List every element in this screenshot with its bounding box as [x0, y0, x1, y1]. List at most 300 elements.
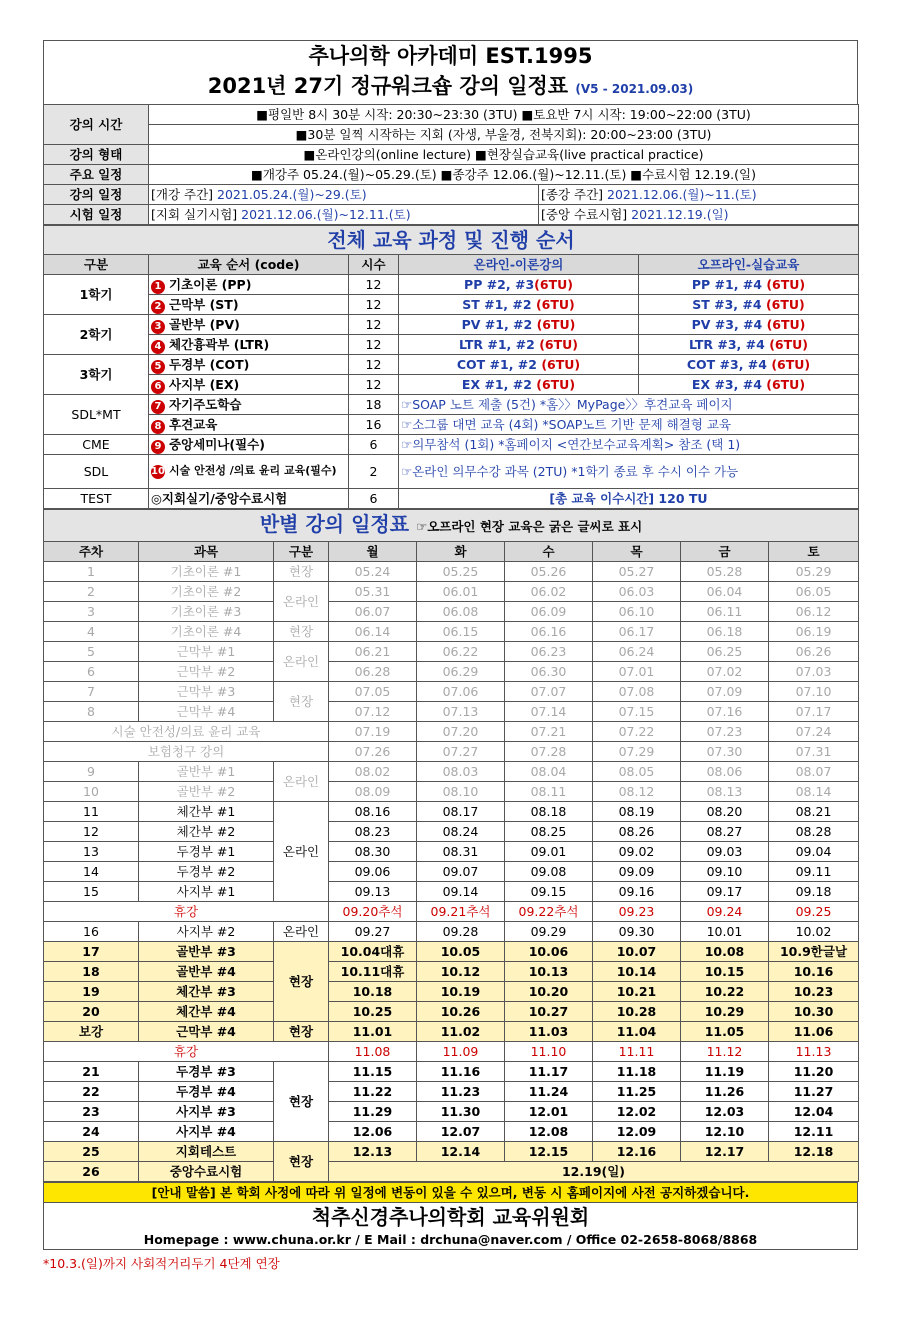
- weekly-date: 10.21: [593, 982, 681, 1002]
- weekly-row: [44, 802, 859, 822]
- detail-text: (6TU): [766, 317, 806, 332]
- weekly-date: 07.16: [681, 702, 769, 722]
- weekly-row: [44, 1142, 859, 1162]
- weekly-date: 08.28: [769, 822, 859, 842]
- weekly-date: 11.06: [769, 1022, 859, 1042]
- weekly-date: 05.25: [417, 562, 505, 582]
- weekly-row: [44, 642, 859, 662]
- course-row: [44, 355, 859, 375]
- week-number: 22: [44, 1082, 139, 1102]
- weekly-date: 07.29: [593, 742, 681, 762]
- weekly-subject: 두경부 #3: [139, 1062, 274, 1082]
- weekly-date: 07.21: [505, 722, 593, 742]
- weekly-date: 09.08: [505, 862, 593, 882]
- weekly-date: 06.28: [329, 662, 417, 682]
- weekly-subject: 중앙수료시험: [139, 1162, 274, 1182]
- weekly-date: 11.23: [417, 1082, 505, 1102]
- course-group: SDL: [44, 455, 149, 489]
- weekly-header: 주차: [44, 542, 139, 562]
- course-name: [149, 355, 349, 375]
- weekly-date: 08.12: [593, 782, 681, 802]
- contact-line: Homepage : www.chuna.or.kr / E Mail : drchuna@naver.com / Office 02-2658-8068/8868: [43, 1231, 858, 1250]
- weekly-date: 11.22: [329, 1082, 417, 1102]
- weekly-date: 08.07: [769, 762, 859, 782]
- weekly-date: 11.03: [505, 1022, 593, 1042]
- week-number: 17: [44, 942, 139, 962]
- course-detail: [399, 355, 639, 375]
- weekly-date: 06.03: [593, 582, 681, 602]
- course-detail: [399, 315, 639, 335]
- weekly-row: [44, 602, 859, 622]
- weekly-date: 12.16: [593, 1142, 681, 1162]
- weekly-date: 08.10: [417, 782, 505, 802]
- step-number-badge: 1: [151, 280, 165, 294]
- weekly-date: 10.25: [329, 1002, 417, 1022]
- weekly-subject: 기초이론 #3: [139, 602, 274, 622]
- form-label: 강의 형태: [44, 145, 149, 165]
- course-header: 오프라인-실습교육: [639, 255, 859, 275]
- weekly-date: 05.29: [769, 562, 859, 582]
- weekly-date: 06.10: [593, 602, 681, 622]
- weekly-subject: 휴강: [44, 1042, 329, 1062]
- weekly-type: 현장: [274, 562, 329, 582]
- weekly-row: [44, 922, 859, 942]
- weekly-date: 10.07: [593, 942, 681, 962]
- weekly-date: 11.17: [505, 1062, 593, 1082]
- course-row: [44, 435, 859, 455]
- weekly-row: [44, 622, 859, 642]
- weekly-table: [43, 509, 859, 1182]
- detail-text: (6TU): [765, 297, 805, 312]
- week-number: 20: [44, 1002, 139, 1022]
- weekly-date: 05.26: [505, 562, 593, 582]
- sched-left: [개강 주간] 2021.05.24.(월)~29.(토): [149, 185, 539, 205]
- weekly-date: 11.02: [417, 1022, 505, 1042]
- step-number-badge: 7: [151, 400, 165, 414]
- weekly-date: 08.27: [681, 822, 769, 842]
- weekly-row: [44, 742, 859, 762]
- course-group: 2학기: [44, 315, 149, 355]
- week-number: 2: [44, 582, 139, 602]
- weekly-date: 07.27: [417, 742, 505, 762]
- detail-text: (6TU): [771, 357, 811, 372]
- weekly-date: 09.15: [505, 882, 593, 902]
- weekly-subject: 사지부 #3: [139, 1102, 274, 1122]
- course-name-text: 기초이론 (PP): [169, 276, 252, 292]
- step-number-badge: 3: [151, 320, 165, 334]
- course-row: [44, 315, 859, 335]
- weekly-date: 12.17: [681, 1142, 769, 1162]
- weekly-date: 10.14: [593, 962, 681, 982]
- weekly-row: [44, 682, 859, 702]
- weekly-type: 현장: [274, 1062, 329, 1142]
- detail-text: ST #3, #4: [692, 297, 766, 312]
- weekly-subject: 근막부 #4: [139, 702, 274, 722]
- weekly-row: [44, 762, 859, 782]
- weekly-row: [44, 582, 859, 602]
- weekly-date: 11.29: [329, 1102, 417, 1122]
- weekly-date: 09.30: [593, 922, 681, 942]
- weekly-date: 08.24: [417, 822, 505, 842]
- weekly-subject: 체간부 #1: [139, 802, 274, 822]
- weekly-subject: 시술 안전성/의료 윤리 교육: [44, 722, 329, 742]
- course-detail: [399, 295, 639, 315]
- weekly-date: 09.20추석: [329, 902, 417, 922]
- detail-text: PP #2, #3: [464, 277, 535, 292]
- weekly-date: 07.09: [681, 682, 769, 702]
- weekly-date: 09.02: [593, 842, 681, 862]
- course-header: 시수: [349, 255, 399, 275]
- schedule-document: [43, 40, 858, 1272]
- weekly-date: 10.05: [417, 942, 505, 962]
- weekly-date: 10.30: [769, 1002, 859, 1022]
- weekly-header: 목: [593, 542, 681, 562]
- weekly-date: 09.07: [417, 862, 505, 882]
- detail-text: (6TU): [541, 357, 581, 372]
- course-hours: 18: [349, 395, 399, 415]
- weekly-date: 08.23: [329, 822, 417, 842]
- weekly-date: 06.05: [769, 582, 859, 602]
- weekly-row: [44, 1122, 859, 1142]
- weekly-date: 11.30: [417, 1102, 505, 1122]
- course-hours: 12: [349, 355, 399, 375]
- weekly-subject: 골반부 #1: [139, 762, 274, 782]
- week-number: 8: [44, 702, 139, 722]
- course-group: TEST: [44, 489, 149, 509]
- time-line1: ■평일반 8시 30분 시작: 20:30~23:30 (3TU) ■토요반 7시 시작: 19:00~22:00 (3TU): [149, 105, 859, 125]
- weekly-date: 09.27: [329, 922, 417, 942]
- weekly-date: 12.13: [329, 1142, 417, 1162]
- step-number-badge: 10: [151, 465, 165, 477]
- course-hours: 16: [349, 415, 399, 435]
- week-number: 5: [44, 642, 139, 662]
- document-header: [43, 40, 858, 104]
- weekly-date: 07.14: [505, 702, 593, 722]
- detail-text: PP #1, #4: [691, 277, 767, 292]
- weekly-subject: 사지부 #4: [139, 1122, 274, 1142]
- weekly-date: 10.29: [681, 1002, 769, 1022]
- weekly-type: 온라인: [274, 922, 329, 942]
- course-name-text: 후견교육: [169, 416, 218, 432]
- weekly-date: 09.17: [681, 882, 769, 902]
- weekly-date: 08.02: [329, 762, 417, 782]
- weekly-date: 11.19: [681, 1062, 769, 1082]
- weekly-subject: 골반부 #3: [139, 942, 274, 962]
- weekly-date: 07.23: [681, 722, 769, 742]
- weekly-date: 07.05: [329, 682, 417, 702]
- course-hours: 6: [349, 489, 399, 509]
- weekly-date: 07.22: [593, 722, 681, 742]
- version-label: (V5 - 2021.09.03): [575, 82, 694, 96]
- weekly-date: 06.21: [329, 642, 417, 662]
- weekly-date: 09.28: [417, 922, 505, 942]
- weekly-date: 10.28: [593, 1002, 681, 1022]
- detail-text: (6TU): [769, 337, 808, 352]
- weekly-date: 07.06: [417, 682, 505, 702]
- weekly-date: 09.24: [681, 902, 769, 922]
- weekly-header: 금: [681, 542, 769, 562]
- course-group: SDL*MT: [44, 395, 149, 435]
- weekly-date: 07.01: [593, 662, 681, 682]
- course-detail: [639, 295, 859, 315]
- weekly-date: 06.30: [505, 662, 593, 682]
- weekly-date: 12.10: [681, 1122, 769, 1142]
- form-value: ■온라인강의(online lecture) ■현장실습교육(live practical practice): [149, 145, 859, 165]
- weekly-date: 11.11: [593, 1042, 681, 1062]
- weekly-date: 11.13: [769, 1042, 859, 1062]
- course-note: [총 교육 이수시간] 120 TU: [399, 489, 859, 509]
- weekly-date: 09.09: [593, 862, 681, 882]
- main-value: ■개강주 05.24.(월)~05.29.(토) ■종강주 12.06.(월)~12.11.(토) ■수료시험 12.19.(일): [149, 165, 859, 185]
- weekly-date: 09.06: [329, 862, 417, 882]
- detail-text: (6TU): [534, 277, 573, 292]
- weekly-date: 07.24: [769, 722, 859, 742]
- weekly-subject: 근막부 #4: [139, 1022, 274, 1042]
- week-number: 23: [44, 1102, 139, 1122]
- weekly-row: [44, 822, 859, 842]
- weekly-date: 09.01: [505, 842, 593, 862]
- weekly-row: [44, 962, 859, 982]
- step-number-badge: 9: [151, 440, 165, 454]
- weekly-row: [44, 562, 859, 582]
- weekly-subject: 두경부 #4: [139, 1082, 274, 1102]
- weekly-date: 12.19(일): [329, 1162, 859, 1182]
- weekly-date: 10.18: [329, 982, 417, 1002]
- weekly-row: [44, 902, 859, 922]
- weekly-subject: 사지부 #1: [139, 882, 274, 902]
- weekly-date: 11.16: [417, 1062, 505, 1082]
- weekly-date: 05.31: [329, 582, 417, 602]
- week-number: 6: [44, 662, 139, 682]
- step-number-badge: 2: [151, 300, 165, 314]
- weekly-date: 08.09: [329, 782, 417, 802]
- detail-text: (6TU): [536, 317, 576, 332]
- weekly-date: 12.11: [769, 1122, 859, 1142]
- weekly-date: 10.16: [769, 962, 859, 982]
- weekly-date: 09.22추석: [505, 902, 593, 922]
- week-number: 12: [44, 822, 139, 842]
- weekly-date: 07.28: [505, 742, 593, 762]
- weekly-date: 12.06: [329, 1122, 417, 1142]
- course-name: [149, 315, 349, 335]
- weekly-date: 11.05: [681, 1022, 769, 1042]
- org-name: 척추신경추나의학회 교육위원회: [43, 1203, 858, 1231]
- course-detail: [639, 275, 859, 295]
- weekly-subject: 두경부 #2: [139, 862, 274, 882]
- weekly-subject: 기초이론 #2: [139, 582, 274, 602]
- week-number: 10: [44, 782, 139, 802]
- weekly-row: [44, 1022, 859, 1042]
- weekly-row: [44, 942, 859, 962]
- course-name: [149, 295, 349, 315]
- week-number: 4: [44, 622, 139, 642]
- weekly-type: 현장: [274, 1142, 329, 1182]
- course-header: 구분: [44, 255, 149, 275]
- weekly-date: 07.12: [329, 702, 417, 722]
- weekly-date: 12.02: [593, 1102, 681, 1122]
- detail-text: ST #1, #2: [462, 297, 536, 312]
- weekly-row: [44, 1042, 859, 1062]
- weekly-row: [44, 1062, 859, 1082]
- sched-right: [종강 주간] 2021.12.06.(월)~11.(토): [539, 185, 859, 205]
- weekly-date: 06.12: [769, 602, 859, 622]
- course-row: [44, 275, 859, 295]
- detail-text: COT #1, #2: [456, 357, 542, 372]
- weekly-date: 09.03: [681, 842, 769, 862]
- sched-label: 강의 일정: [44, 185, 149, 205]
- week-number: 19: [44, 982, 139, 1002]
- weekly-row: [44, 1082, 859, 1102]
- course-name: [149, 489, 349, 509]
- weekly-date: 09.25: [769, 902, 859, 922]
- weekly-date: 06.11: [681, 602, 769, 622]
- weekly-subject: 근막부 #1: [139, 642, 274, 662]
- weekly-date: 11.04: [593, 1022, 681, 1042]
- course-note: ☞온라인 의무수강 과목 (2TU) *1학기 종료 후 수시 이수 가능: [399, 455, 859, 489]
- weekly-type: 현장: [274, 682, 329, 722]
- detail-text: EX #1, #2: [461, 377, 537, 392]
- weekly-date: 08.18: [505, 802, 593, 822]
- week-number: 16: [44, 922, 139, 942]
- course-note: ☞소그룹 대면 교육 (4회) *SOAP노트 기반 문제 해결형 교육: [399, 415, 859, 435]
- weekly-date: 06.23: [505, 642, 593, 662]
- weekly-date: 06.14: [329, 622, 417, 642]
- schedule-title-text: 2021년 27기 정규워크숍 강의 일정표: [207, 74, 569, 98]
- weekly-header: 월: [329, 542, 417, 562]
- course-name-text: 두경부 (COT): [169, 356, 250, 372]
- weekly-date: 10.04대휴: [329, 942, 417, 962]
- weekly-date: 06.04: [681, 582, 769, 602]
- week-number: 보강: [44, 1022, 139, 1042]
- weekly-date: 09.21추석: [417, 902, 505, 922]
- weekly-date: 06.15: [417, 622, 505, 642]
- weekly-date: 06.01: [417, 582, 505, 602]
- course-name-text: 자기주도학습: [169, 396, 242, 412]
- weekly-date: 06.07: [329, 602, 417, 622]
- weekly-row: [44, 982, 859, 1002]
- weekly-date: 08.30: [329, 842, 417, 862]
- weekly-date: 09.04: [769, 842, 859, 862]
- weekly-date: 06.19: [769, 622, 859, 642]
- week-number: 9: [44, 762, 139, 782]
- weekly-date: 08.26: [593, 822, 681, 842]
- weekly-date: 12.01: [505, 1102, 593, 1122]
- weekly-date: 11.24: [505, 1082, 593, 1102]
- weekly-date: 06.18: [681, 622, 769, 642]
- weekly-type: 온라인: [274, 802, 329, 902]
- weekly-subject: 근막부 #3: [139, 682, 274, 702]
- weekly-date: 07.20: [417, 722, 505, 742]
- week-number: 11: [44, 802, 139, 822]
- course-title: 전체 교육 과정 및 진행 순서: [44, 226, 859, 255]
- weekly-date: 07.10: [769, 682, 859, 702]
- weekly-date: 10.06: [505, 942, 593, 962]
- course-detail: [399, 335, 639, 355]
- weekly-type: 온라인: [274, 582, 329, 622]
- weekly-date: 06.16: [505, 622, 593, 642]
- course-name: [149, 375, 349, 395]
- weekly-row: [44, 782, 859, 802]
- weekly-subject: 기초이론 #1: [139, 562, 274, 582]
- course-row: [44, 395, 859, 415]
- weekly-subject: 골반부 #4: [139, 962, 274, 982]
- weekly-date: 12.15: [505, 1142, 593, 1162]
- weekly-date: 11.18: [593, 1062, 681, 1082]
- weekly-date: 10.12: [417, 962, 505, 982]
- weekly-row: [44, 722, 859, 742]
- schedule-title: [44, 71, 857, 104]
- weekly-date: 10.20: [505, 982, 593, 1002]
- weekly-date: 09.18: [769, 882, 859, 902]
- course-hours: 12: [349, 335, 399, 355]
- week-number: 26: [44, 1162, 139, 1182]
- detail-text: EX #3, #4: [691, 377, 767, 392]
- course-hours: 12: [349, 315, 399, 335]
- weekly-date: 08.04: [505, 762, 593, 782]
- course-name: [149, 455, 349, 489]
- weekly-date: 11.09: [417, 1042, 505, 1062]
- detail-text: (6TU): [766, 277, 806, 292]
- weekly-date: 11.25: [593, 1082, 681, 1102]
- weekly-date: 08.16: [329, 802, 417, 822]
- weekly-date: 09.10: [681, 862, 769, 882]
- weekly-subject: 체간부 #2: [139, 822, 274, 842]
- weekly-type: 현장: [274, 942, 329, 1022]
- weekly-subject: 기초이론 #4: [139, 622, 274, 642]
- weekly-date: 10.23: [769, 982, 859, 1002]
- weekly-row: [44, 862, 859, 882]
- weekly-date: 08.11: [505, 782, 593, 802]
- detail-text: LTR #1, #2: [458, 337, 540, 352]
- course-detail: [399, 275, 639, 295]
- weekly-date: 08.13: [681, 782, 769, 802]
- detail-text: COT #3, #4: [686, 357, 772, 372]
- course-name: [149, 415, 349, 435]
- weekly-date: 12.04: [769, 1102, 859, 1122]
- weekly-date: 12.08: [505, 1122, 593, 1142]
- course-group: CME: [44, 435, 149, 455]
- info-table: [43, 104, 859, 225]
- step-number-badge: 5: [151, 360, 165, 374]
- weekly-type: 온라인: [274, 762, 329, 802]
- weekly-date: 10.22: [681, 982, 769, 1002]
- course-row: [44, 415, 859, 435]
- weekly-date: 12.09: [593, 1122, 681, 1142]
- course-note: ☞SOAP 노트 제출 (5건) *홈〉〉MyPage〉〉후견교육 페이지: [399, 395, 859, 415]
- course-row: [44, 335, 859, 355]
- week-number: 18: [44, 962, 139, 982]
- weekly-type: 온라인: [274, 642, 329, 682]
- weekly-subject: 두경부 #1: [139, 842, 274, 862]
- weekly-date: 07.02: [681, 662, 769, 682]
- weekly-date: 08.19: [593, 802, 681, 822]
- detail-text: PV #3, #4: [691, 317, 767, 332]
- exam-right: [중앙 수료시험] 2021.12.19.(일): [539, 205, 859, 225]
- notice-banner: [안내 말씀] 본 학회 사정에 따라 위 일정에 변동이 있을 수 있으며, 변동 시 홈페이지에 사전 공지하겠습니다.: [43, 1182, 858, 1203]
- weekly-date: 10.15: [681, 962, 769, 982]
- weekly-date: 08.06: [681, 762, 769, 782]
- weekly-header: 화: [417, 542, 505, 562]
- weekly-date: 07.07: [505, 682, 593, 702]
- step-number-badge: 8: [151, 420, 165, 434]
- weekly-date: 10.13: [505, 962, 593, 982]
- weekly-subject: 체간부 #3: [139, 982, 274, 1002]
- weekly-date: 08.25: [505, 822, 593, 842]
- weekly-date: 09.29: [505, 922, 593, 942]
- course-name: [149, 435, 349, 455]
- weekly-date: 05.28: [681, 562, 769, 582]
- weekly-date: 10.02: [769, 922, 859, 942]
